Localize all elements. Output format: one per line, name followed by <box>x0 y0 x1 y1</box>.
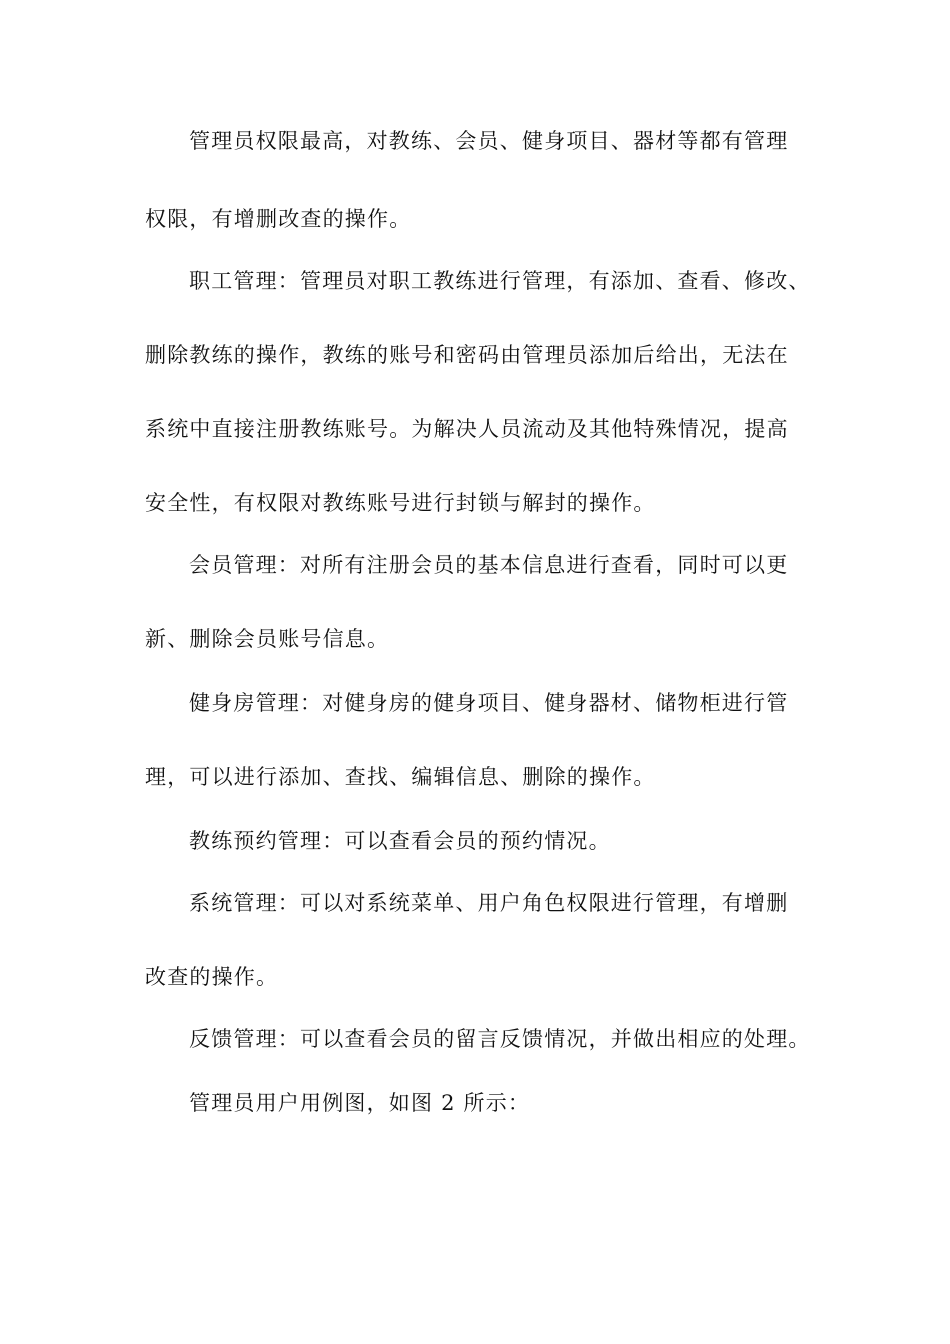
paragraph-staff-line-1: 职工管理：管理员对职工教练进行管理，有添加、查看、修改、 <box>189 269 811 293</box>
paragraph-staff-line-4: 安全性，有权限对教练账号进行封锁与解封的操作。 <box>145 491 656 515</box>
paragraph-member-line-1: 会员管理：对所有注册会员的基本信息进行查看，同时可以更 <box>189 553 789 577</box>
paragraph-gym-line-1: 健身房管理：对健身房的健身项目、健身器材、储物柜进行管 <box>189 691 789 715</box>
paragraph-member-line-2: 新、删除会员账号信息。 <box>145 627 390 651</box>
paragraph-booking-line-1: 教练预约管理：可以查看会员的预约情况。 <box>189 829 611 853</box>
paragraph-system-line-2: 改查的操作。 <box>145 965 279 989</box>
paragraph-admin-line-2: 权限，有增删改查的操作。 <box>145 207 412 231</box>
paragraph-staff-line-3: 系统中直接注册教练账号。为解决人员流动及其他特殊情况，提高 <box>145 417 789 441</box>
paragraph-admin-line-1: 管理员权限最高，对教练、会员、健身项目、器材等都有管理 <box>189 129 789 153</box>
paragraph-usecase-line-1: 管理员用户用例图，如图 2 所示： <box>189 1091 531 1115</box>
paragraph-system-line-1: 系统管理：可以对系统菜单、用户角色权限进行管理，有增删 <box>189 891 789 915</box>
paragraph-feedback-line-1: 反馈管理：可以查看会员的留言反馈情况，并做出相应的处理。 <box>189 1027 811 1051</box>
paragraph-staff-line-2: 删除教练的操作，教练的账号和密码由管理员添加后给出，无法在 <box>145 343 789 367</box>
paragraph-gym-line-2: 理，可以进行添加、查找、编辑信息、删除的操作。 <box>145 765 656 789</box>
